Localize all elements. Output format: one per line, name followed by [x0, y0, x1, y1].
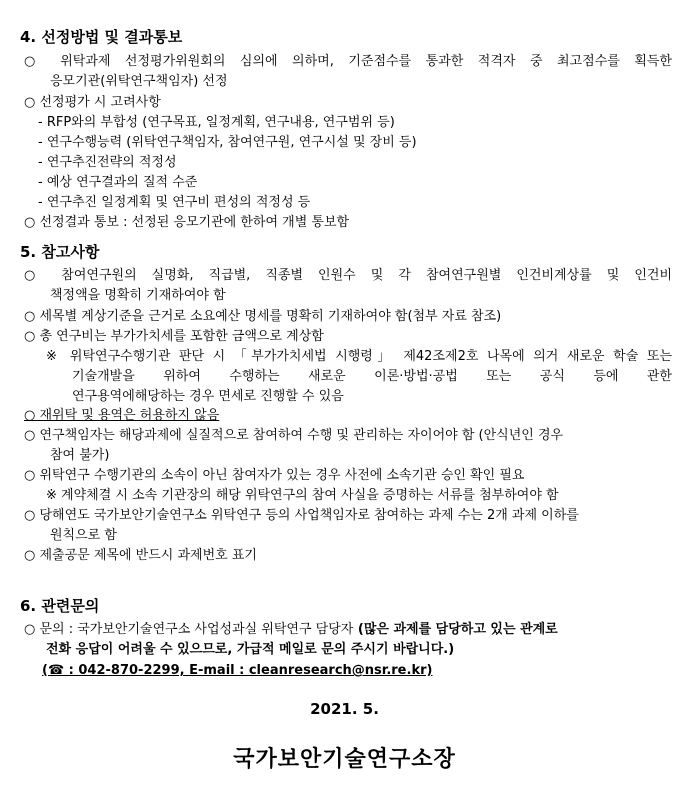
s5-item-8: ○ 제출공문 제목에 반드시 과제번호 표기 — [24, 548, 257, 563]
s5-item-1: ○ 참여연구원의 실명화, 직급별, 직종별 인원수 및 각 참여연구원별 인건비계상률 및 인건비 — [24, 268, 672, 283]
section-5-heading: 5. 참고사항 — [20, 243, 100, 261]
s4-detail-5: - 연구추진 일정계획 및 연구비 편성의 적정성 등 — [38, 195, 311, 210]
s6-inquiry — [24, 620, 558, 640]
s5-item-5-cont: 참여 불가) — [50, 448, 110, 463]
s6-inquiry-notice: (많은 과제를 담당하고 있는 관계로 — [353, 622, 558, 637]
s5-item-4: ○ 재위탁 및 용역은 허용하지 않음 — [24, 408, 220, 423]
s5-item-5: ○ 연구책임자는 해당과제에 실질적으로 참여하여 수행 및 관리하는 자이어야 함 (안식년인 경우 — [24, 428, 564, 443]
s4-item-2: ○ 선정평가 시 고려사항 — [24, 95, 161, 110]
issuer-signature: 국가보안기술연구소장 — [233, 747, 456, 772]
s5-note-1: ※ 위탁연구수행기관 판단 시 「부가가치세법 시행령」 제42조제2호 나목에 의거 새로운 학술 또는 — [46, 349, 672, 364]
s5-note-1-cont-2: 연구용역에해당하는 경우 면세로 진행할 수 있음 — [72, 389, 344, 404]
section-4-heading: 4. 선정방법 및 결과통보 — [20, 28, 183, 46]
s6-contact: (☎ : 042-870-2299, E-mail : cleanresearch@nsr.re.kr) — [42, 663, 433, 678]
s5-item-3: ○ 총 연구비는 부가가치세를 포함한 금액으로 계상함 — [24, 329, 324, 344]
s5-item-7-cont: 원칙으로 함 — [50, 528, 117, 543]
document-date: 2021. 5. — [310, 700, 379, 718]
s4-detail-1: - RFP와의 부합성 (연구목표, 일정계획, 연구내용, 연구범위 등) — [38, 115, 395, 130]
s5-note-2: ※ 계약체결 시 소속 기관장의 해당 위탁연구의 참여 사실을 증명하는 서류를 첨부하여야 함 — [46, 488, 559, 503]
s5-note-1-cont: 기술개발을 위하여 수행하는 새로운 이론·방법·공법 또는 공식 등에 관한 — [72, 369, 672, 384]
s4-item-1-cont: 응모기관(위탁연구책임자) 선정 — [50, 74, 228, 89]
s4-detail-4: - 예상 연구결과의 질적 수준 — [38, 175, 198, 190]
s4-detail-2: - 연구수행능력 (위탁연구책임자, 참여연구원, 연구시설 및 장비 등) — [38, 135, 417, 150]
s4-detail-3: - 연구추진전략의 적정성 — [38, 155, 177, 170]
s5-item-7: ○ 당해연도 국가보안기술연구소 위탁연구 등의 사업책임자로 참여하는 과제 수는 2개 과제 이하를 — [24, 508, 579, 523]
s4-item-1: ○ 위탁과제 선정평가위원회의 심의에 의하며, 기준점수를 통과한 적격자 중 최고점수를 획득한 — [24, 54, 672, 69]
s6-inquiry-notice-cont: 전화 응답이 어려울 수 있으므로, 가급적 메일로 문의 주시기 바랍니다.) — [46, 642, 455, 657]
s5-item-6: ○ 위탁연구 수행기관의 소속이 아닌 참여자가 있는 경우 사전에 소속기관 승인 확인 필요 — [24, 468, 525, 483]
section-6-heading: 6. 관련문의 — [20, 597, 100, 615]
s5-item-2: ○ 세목별 계상기준을 근거로 소요예산 명세를 명확히 기재하여야 함(첨부 자료 참조) — [24, 309, 502, 324]
s4-item-3: ○ 선정결과 통보 : 선정된 응모기관에 한하여 개별 통보함 — [24, 215, 350, 230]
s5-item-1-cont: 책정액을 명확히 기재하여야 함 — [50, 288, 226, 303]
s6-inquiry-text: ○ 문의 : 국가보안기술연구소 사업성과실 위탁연구 담당자 — [24, 622, 354, 637]
